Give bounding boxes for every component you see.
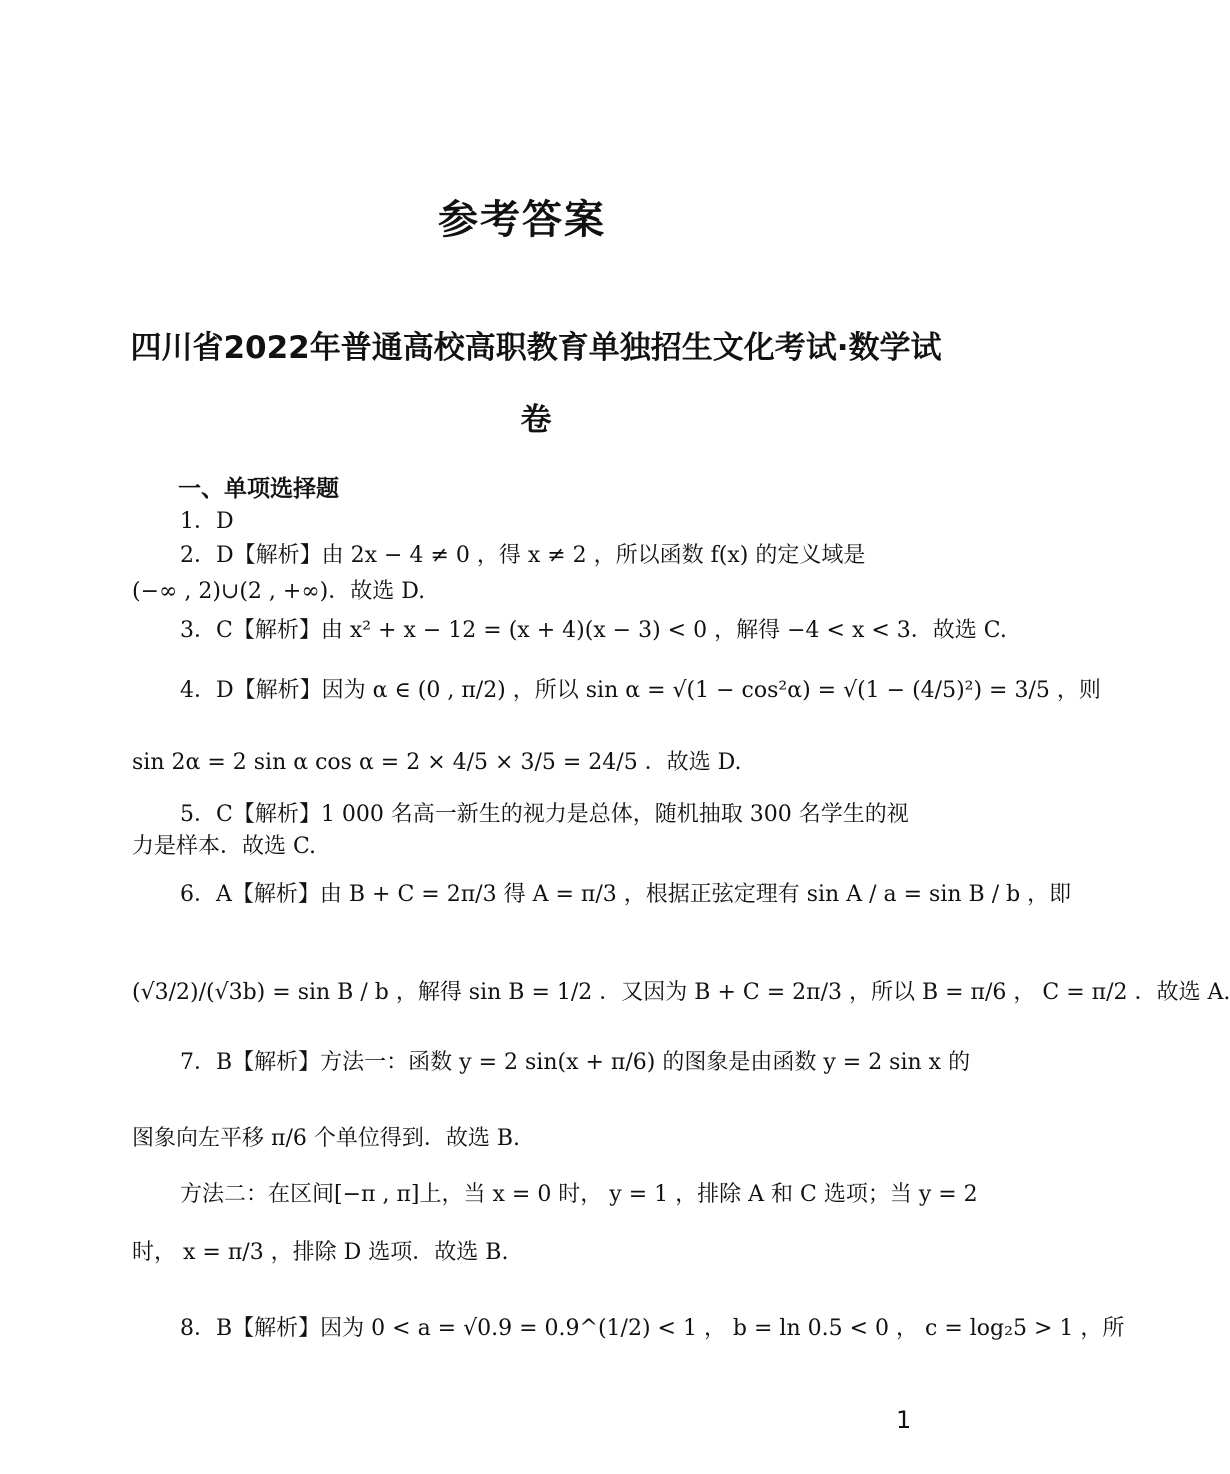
- answer-line-5-cont: 力是样本．故选 C.: [132, 834, 317, 859]
- answer-line-8: 8．B【解析】因为 0 < a = √0.9 = 0.9^(1/2) < 1 ， b = ln 0.5 < 0 ， c = log₂5 > 1 ，所: [180, 1316, 1125, 1341]
- answer-line-5: 5．C【解析】1 000 名高一新生的视力是总体，随机抽取 300 名学生的视: [180, 802, 909, 827]
- page-number: 1: [896, 1406, 912, 1434]
- answer-line-7-method2: 方法二：在区间[−π , π]上，当 x = 0 时， y = 1 ，排除 A 和 C 选项；当 y = 2: [180, 1182, 978, 1207]
- section-heading: 一、单项选择题: [178, 476, 339, 502]
- answer-line-3: 3．C【解析】由 x² + x − 12 = (x + 4)(x − 3) < 0 ，解得 −4 < x < 3．故选 C.: [180, 618, 1007, 643]
- answer-line-6: 6．A【解析】由 B + C = 2π/3 得 A = π/3 ，根据正弦定理有 sin A / a = sin B / b ，即: [180, 882, 1072, 907]
- answer-line-1: 1．D: [180, 509, 234, 534]
- answer-line-7-method2-cont: 时， x = π/3 ，排除 D 选项．故选 B.: [132, 1240, 509, 1265]
- answer-line-7-cont: 图象向左平移 π/6 个单位得到．故选 B.: [132, 1126, 521, 1151]
- answer-line-6-cont: (√3/2)/(√3b) = sin B / b ，解得 sin B = 1/2 ．又因为 B + C = 2π/3 ，所以 B = π/6 ， C = π/2 ．故选 A.: [132, 980, 1230, 1005]
- answer-line-4: 4．D【解析】因为 α ∈ (0 , π/2) ，所以 sin α = √(1 − cos²α) = √(1 − (4/5)²) = 3/5 ，则: [180, 678, 1101, 703]
- answer-line-2-cont: (−∞ , 2)∪(2 , +∞)．故选 D.: [132, 579, 426, 604]
- answer-line-4-cont: sin 2α = 2 sin α cos α = 2 × 4/5 × 3/5 = 24/5 ．故选 D.: [132, 750, 742, 775]
- answer-line-2: 2．D【解析】由 2x − 4 ≠ 0 ，得 x ≠ 2 ，所以函数 f(x) 的定义域是: [180, 543, 866, 568]
- answer-line-7: 7．B【解析】方法一：函数 y = 2 sin(x + π/6) 的图象是由函数 y = 2 sin x 的: [180, 1050, 971, 1075]
- page-title: 参考答案: [438, 197, 606, 243]
- exam-subtitle: 四川省2022年普通高校高职教育单独招生文化考试·数学试卷: [130, 330, 942, 438]
